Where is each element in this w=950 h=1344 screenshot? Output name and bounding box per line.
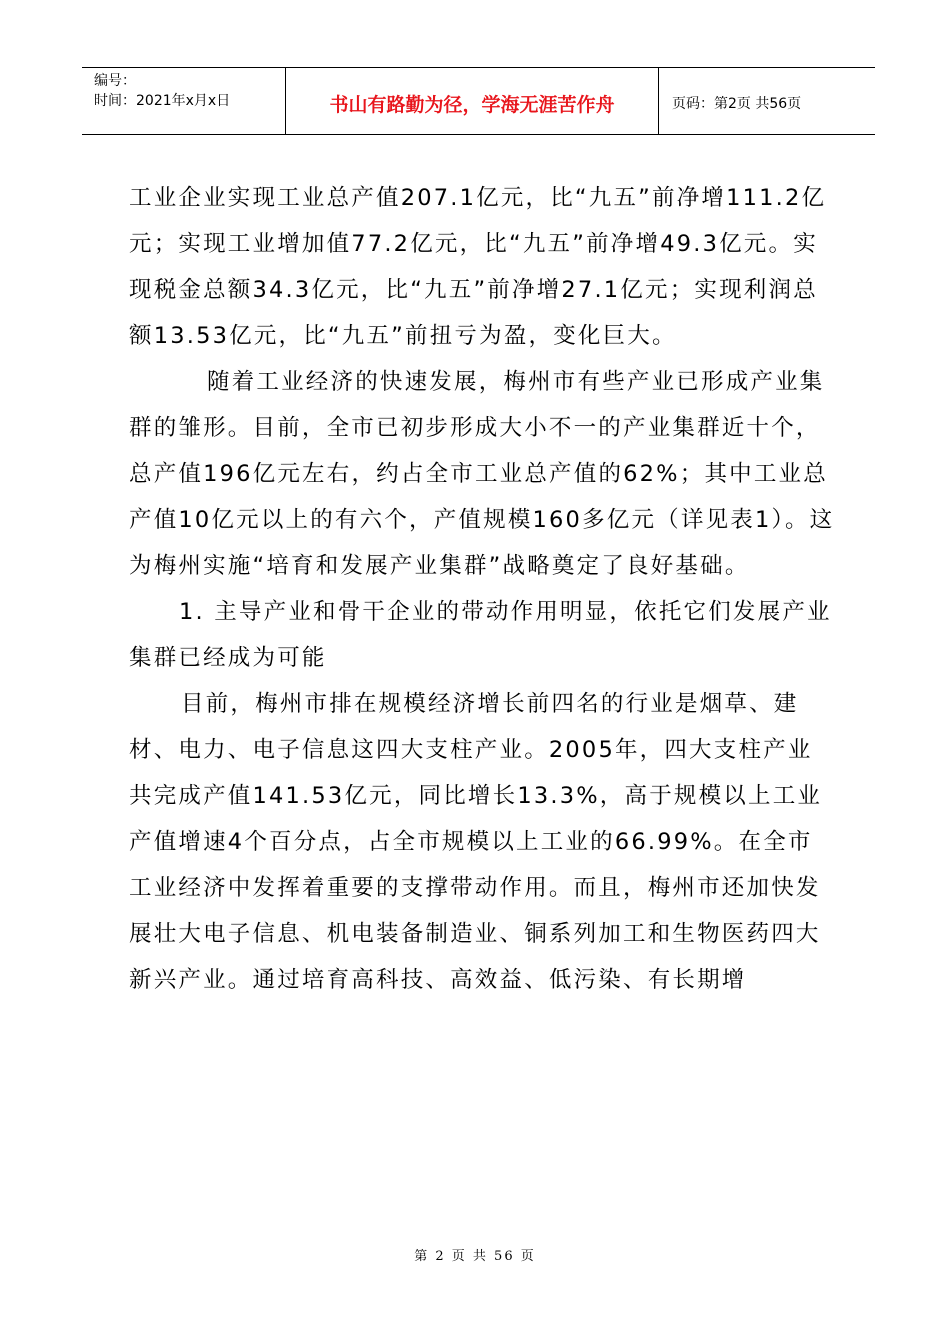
paragraph-industrial-clusters: 随着工业经济的快速发展，梅州市有些产业已形成产业集群的雏形。目前，全市已初步形成大小不一的产业集群近十个，总产值196亿元左右，约占全市工业总产值的62%；其中工业总产值10亿元以上的有六个，产值规模160多亿元（详见表1）。这为梅州实施“培育和发展产业集群”战略奠定了良好基础。 — [129, 369, 835, 579]
paragraph-industrial-output: 工业企业实现工业总产值207.1亿元，比“九五”前净增111.2亿元；实现工业增加值77.2亿元，比“九五”前净增49.3亿元。实现税金总额34.3亿元，比“九五”前净增27.1亿元；实现利润总额13.53亿元，比“九五”前扭亏为盈，变化巨大。 — [129, 185, 827, 349]
header-meta — [82, 68, 286, 134]
page-footer: 第 2 页 共 56 页 — [414, 1249, 536, 1264]
document-number-label: 编号： — [94, 73, 136, 89]
header-page-info: 页码：第2页 共56页 — [672, 96, 802, 112]
document-header — [82, 67, 875, 135]
document-time-label: 时间：2021年x月x日 — [94, 93, 231, 109]
paragraph-pillar-industries: 目前，梅州市排在规模经济增长前四名的行业是烟草、建材、电力、电子信息这四大支柱产业。2005年，四大支柱产业共完成产值141.53亿元，同比增长13.3%，高于规模以上工业产值增速4个百分点，占全市规模以上工业的66.99%。在全市工业经济中发挥着重要的支撑带动作用。而且，梅州市还加快发展壮大电子信息、机电装备制造业、铜系列加工和生物医药四大新兴产业。通过培育高科技、高效益、低污染、有长期增 — [129, 691, 823, 993]
document-body — [129, 175, 835, 1003]
header-motto: 书山有路勤为径，学海无涯苦作舟 — [286, 68, 659, 134]
section-heading-leading-industries: 1. 主导产业和骨干企业的带动作用明显，依托它们发展产业集群已经成为可能 — [129, 599, 832, 671]
